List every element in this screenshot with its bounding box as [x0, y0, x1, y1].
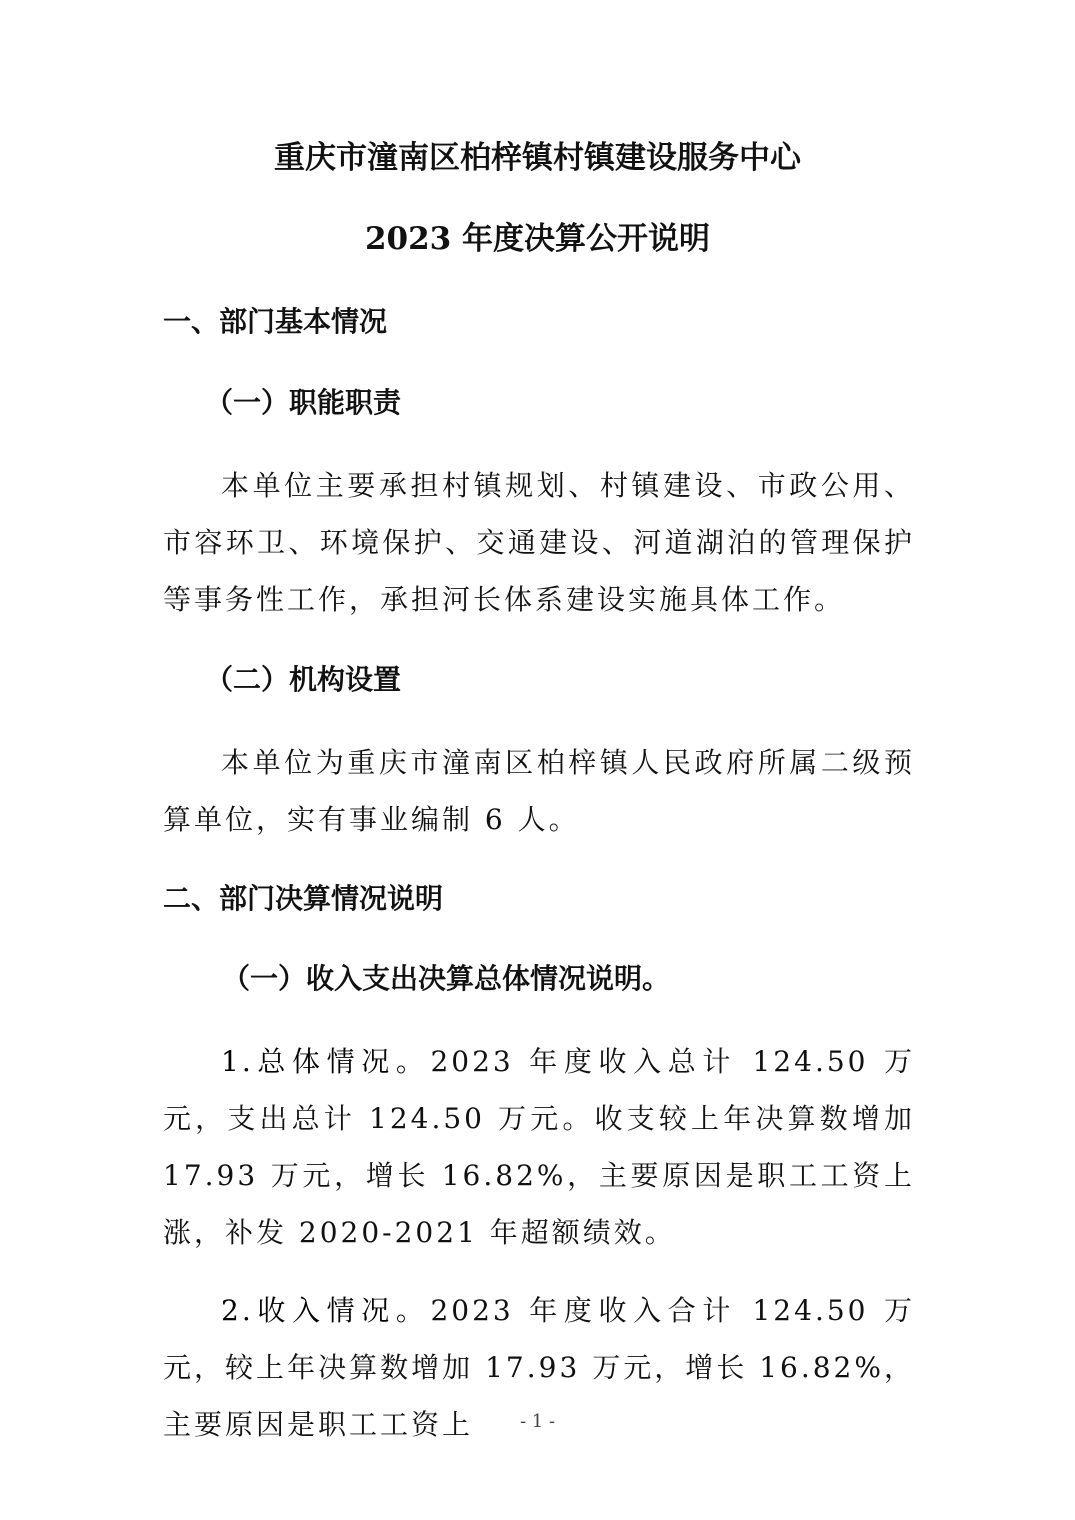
duties-heading: （一）职能职责	[205, 386, 402, 419]
page-number: - 1 -	[519, 1411, 556, 1432]
section2-heading: 二、部门决算情况说明	[163, 882, 444, 915]
document-title-line2: 2023 年度决算公开说明	[364, 221, 711, 257]
duties-paragraph: 本单位主要承担村镇规划、村镇建设、市政公用、市容环卫、环境保护、交通建设、河道湖泊的管理保护等事务性工作，承担河长体系建设实施具体工作。	[163, 469, 915, 616]
organization-paragraph: 本单位为重庆市潼南区柏梓镇人民政府所属二级预算单位，实有事业编制 6 人。	[163, 746, 915, 836]
section1-heading: 一、部门基本情况	[163, 305, 388, 338]
income-situation-text: 2023 年度收入合计 124.50 万元，较上年决算数增加 17.93 万元，增长 16.82%，主要原因是职工工资上	[163, 1294, 915, 1441]
overall-situation-lead: 1.总体情况。	[221, 1045, 431, 1078]
document-title-line1: 重庆市潼南区柏梓镇村镇建设服务中心	[274, 140, 801, 176]
organization-heading: （二）机构设置	[205, 663, 402, 696]
income-expense-heading: （一）收入支出决算总体情况说明。	[222, 962, 671, 995]
overall-situation-paragraph	[163, 1033, 915, 1261]
overall-situation-text: 2023 年度收入总计 124.50 万元，支出总计 124.50 万元。收支较上年决算数增加 17.93 万元，增长 16.82%，主要原因是职工工资上涨，补发 2020-2021 年超额绩效。	[163, 1045, 915, 1249]
income-situation-lead: 2.收入情况。	[221, 1294, 431, 1327]
